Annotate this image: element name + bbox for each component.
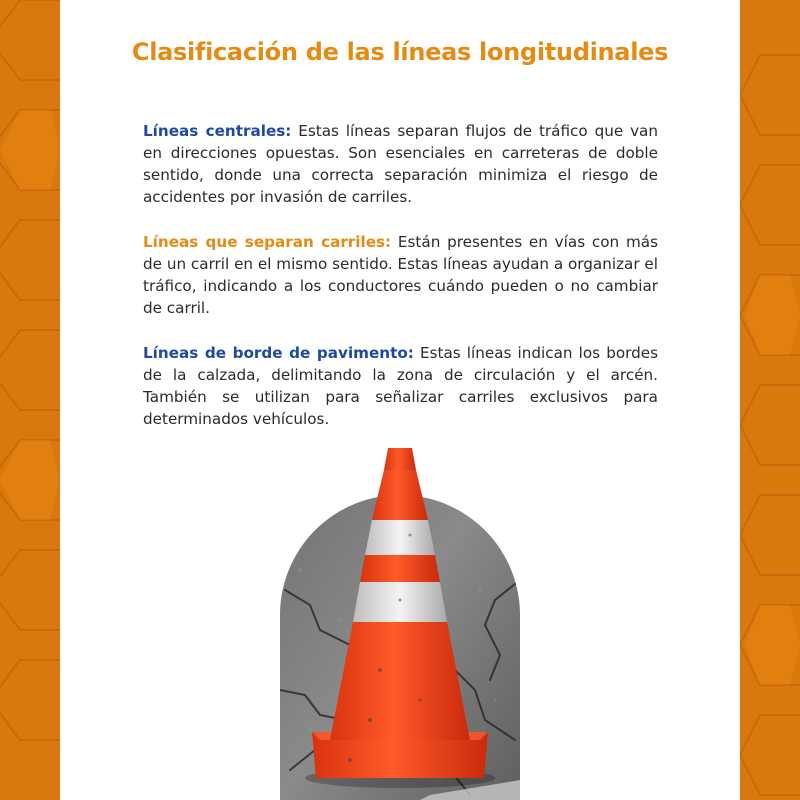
paragraph-lineas-carriles	[143, 231, 658, 319]
description-lineas-carriles: Están presentes en vías con más de un carril en el mismo sentido. Estas líneas ayudan a organizar el tráfico, indicando a los conductores cuándo pueden o no cambiar de carril.	[143, 233, 658, 317]
description-lineas-centrales: Estas líneas separan flujos de tráfico que van en direcciones opuestas. Son esenciales en carreteras de doble sentido, donde una correcta separación minimiza el riesgo de accidentes por invasión de carriles.	[143, 122, 658, 206]
term-lineas-centrales: Líneas centrales:	[143, 122, 292, 140]
page-title: Clasificación de las líneas longitudinales	[131, 38, 669, 66]
traffic-cone-photo	[280, 440, 520, 800]
term-lineas-borde: Líneas de borde de pavimento:	[143, 344, 414, 362]
description-lineas-borde: Estas líneas indican los bordes de la calzada, delimitando la zona de circulación y el arcén. También se utilizan para señalizar carriles exclusivos para determinados vehículos.	[143, 344, 658, 428]
content-panel	[60, 0, 740, 800]
term-lineas-carriles: Líneas que separan carriles:	[143, 233, 392, 251]
paragraph-lineas-centrales	[143, 120, 658, 208]
paragraph-lineas-borde	[143, 342, 658, 430]
